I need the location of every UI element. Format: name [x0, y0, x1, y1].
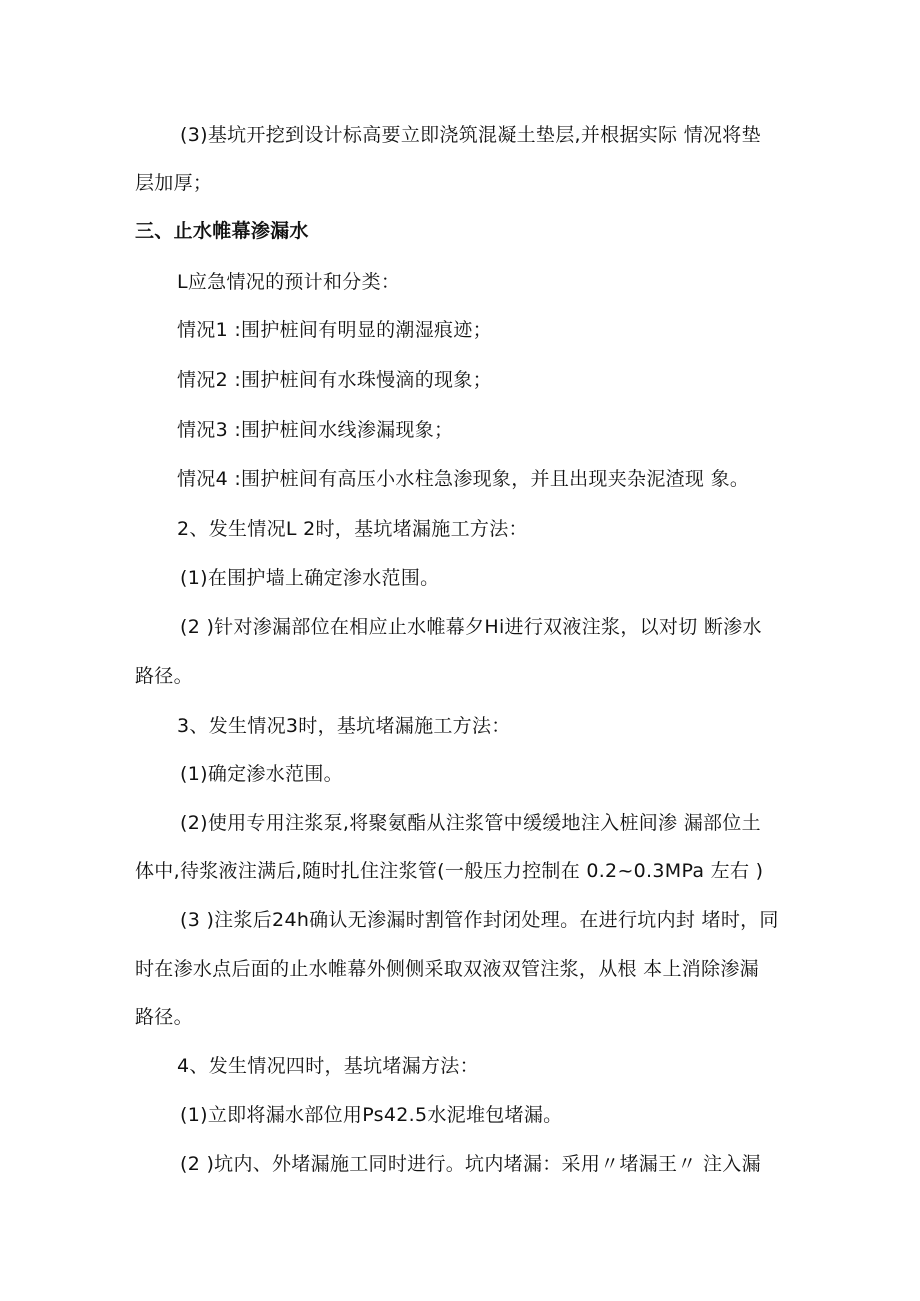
step-2-2-cont: 路径。 [135, 665, 193, 687]
subheading-3: 3、发生情况3时，基坑堵漏施工方法： [177, 715, 511, 737]
subheading-1: L应急情况的预计和分类： [177, 271, 401, 293]
section-heading: 三、止水帷幕渗漏水 [135, 220, 309, 242]
step-4-1-line: (1)立即将漏水部位用Ps42.5水泥堆包堵漏。 [180, 1104, 563, 1126]
case-2-line: 情况2 :围护桩间有水珠慢滴的现象； [177, 369, 492, 391]
case-4-line: 情况4 :围护桩间有高压小水柱急渗现象，并且出现夹杂泥渣现 象。 [177, 468, 750, 490]
step-3-2-line: (2)使用专用注浆泵,将聚氨酯从注浆管中缓缓地注入桩间渗 漏部位土 [180, 812, 761, 834]
step-3-3-cont-2: 路径。 [135, 1006, 193, 1028]
case-1-line: 情况1 :围护桩间有明显的潮湿痕迹； [177, 319, 492, 341]
step-2-2-line: (2 )针对渗漏部位在相应止水帷幕夕Hi进行双液注浆，以对切 断渗水 [180, 616, 762, 638]
step-3-3-line: (3 )注浆后24h确认无渗漏时割管作封闭处理。在进行坑内封 堵时，同 [180, 909, 779, 931]
step-2-1-line: (1)在围护墙上确定渗水范围。 [180, 567, 440, 589]
step-3-3-cont-1: 时在渗水点后面的止水帷幕外侧侧采取双液双管注浆，从根 本上消除渗漏 [135, 958, 759, 980]
paragraph-line-2: 层加厚； [135, 172, 213, 194]
subheading-2: 2、发生情况L 2时，基坑堵漏施工方法： [177, 518, 528, 540]
paragraph-line-1: (3)基坑开挖到设计标高要立即浇筑混凝土垫层,并根据实际 情况将垫 [180, 124, 761, 146]
step-3-1-line: (1)确定渗水范围。 [180, 763, 343, 785]
step-4-2-line: (2 )坑内、外堵漏施工同时进行。坑内堵漏：采用〃堵漏王〃 注入漏 [180, 1153, 761, 1175]
subheading-4: 4、发生情况四时，基坑堵漏方法： [177, 1055, 479, 1077]
case-3-line: 情况3 :围护桩间水线渗漏现象； [177, 419, 454, 441]
step-3-2-cont: 体中,待浆液注满后,随时扎住注浆管(一般压力控制在 0.2~0.3MPa 左右 ) [135, 860, 764, 882]
